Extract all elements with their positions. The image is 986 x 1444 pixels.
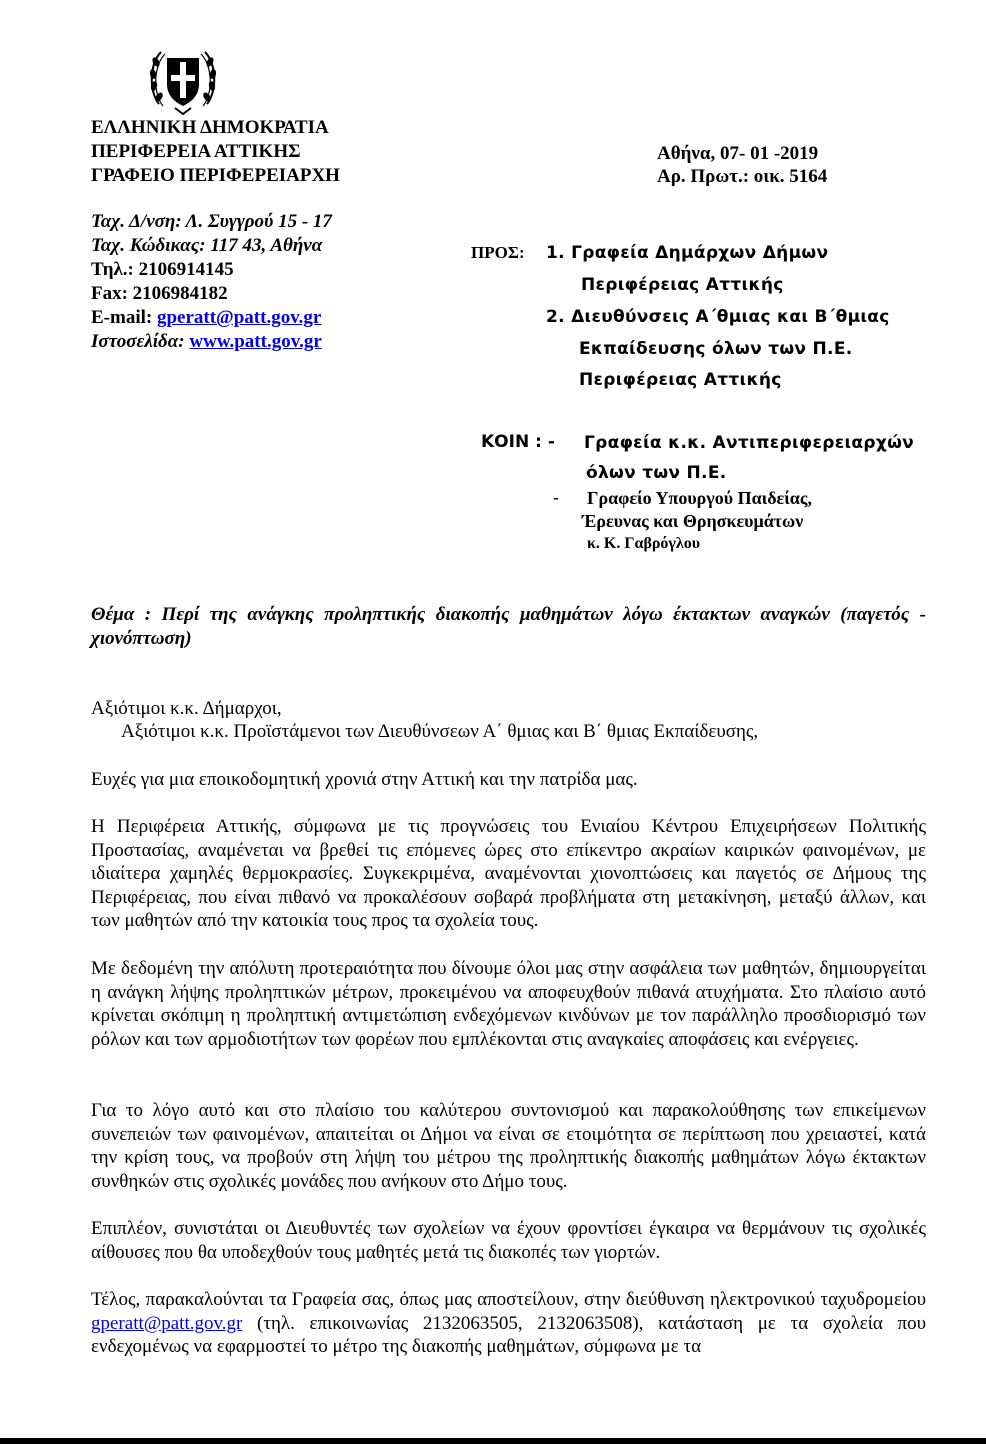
contact-website-row xyxy=(91,330,322,354)
protocol-number: Αρ. Πρωτ.: οικ. 5164 xyxy=(657,166,828,187)
greek-coat-of-arms-icon xyxy=(147,42,219,116)
to-recipient-2b: Εκπαίδευσης όλων των Π.Ε. xyxy=(579,339,853,359)
document-date: Αθήνα, 07- 01 -2019 xyxy=(657,143,819,164)
salutation-1: Αξιότιμοι κ.κ. Δήμαρχοι, xyxy=(91,698,282,719)
website-link[interactable]: www.patt.gov.gr xyxy=(189,331,322,352)
contact-email-row xyxy=(91,306,321,330)
cc-dash: - xyxy=(553,488,559,507)
paragraph-2: Η Περιφέρεια Αττικής, σύμφωνα με τις προγνώσεις του Ενιαίου Κέντρου Επιχειρήσεων Πολιτικής Προστασίας, αναμένεται να βρεθεί τις επόμενες ώρες στο επίκεντρο ακραίων καιρικών φαινομένων, με ιδιαίτερα χαμηλές θερμοκρασίες. Συγκεκριμένα, αναμένονται χιονοπτώσεις και παγετός σε Δήμους της Περιφέρειας, που είναι πιθανό να προκαλέσουν σοβαρά προβλήματα στη μετακίνηση, μεταξύ άλλων, και των μαθητών από την κατοικία τους προς τα σχολεία τους. xyxy=(91,816,926,931)
salutation-2: Αξιότιμοι κ.κ. Προϊστάμενοι των Διευθύνσεων Α΄ θμιας και Β΄ θμιας Εκπαίδευσης, xyxy=(121,721,759,742)
cc-recipient-2c: κ. Κ. Γαβρόγλου xyxy=(587,535,701,552)
org-line-3: ΓΡΑΦΕΙΟ ΠΕΡΙΦΕΡΕΙΑΡΧΗ xyxy=(91,165,340,186)
email-link[interactable]: gperatt@patt.gov.gr xyxy=(156,307,322,328)
to-recipient-2a: 2. Διευθύνσεις Α΄θμιας και Β΄θμιας xyxy=(546,307,890,327)
paragraph-6-email-link[interactable]: gperatt@patt.gov.gr xyxy=(91,1312,243,1334)
paragraph-1: Ευχές για μια εποικοδομητική χρονιά στην Αττική και την πατρίδα μας. xyxy=(91,769,638,790)
paragraph-6-end: (τηλ. επικοινωνίας 2132063505, 2132063508), κατάσταση με τα σχολεία που ενδεχομένως να εφαρμοστεί το μέτρο της διακοπής μαθημάτων, σύμφωνα με τα xyxy=(91,1312,926,1357)
email-label: E-mail: xyxy=(91,307,157,328)
cc-recipient-1a: Γραφεία κ.κ. Αντιπεριφερειαρχών xyxy=(584,433,915,453)
paragraph-3: Με δεδομένη την απόλυτη προτεραιότητα που δίνουμε όλοι μας στην ασφάλεια των μαθητών, δημιουργείται η ανάγκη λήψης προληπτικών μέτρων, προκειμένου να αποφευχθούν πιθανά ατυχήματα. Στο πλαίσιο αυτό κρίνεται σκόπιμη η προληπτική αντιμετώπιση ενδεχόμενων κινδύνων με τον παράλληλο προσδιορισμό των ρόλων και των αρμοδιοτήτων των φορέων που εμπλέκονται στις αναγκαίες αποφάσεις και ενέργειες. xyxy=(91,958,926,1050)
website-label: Ιστοσελίδα: xyxy=(91,331,190,352)
paragraph-6 xyxy=(91,1288,926,1359)
cc-recipient-2b: Έρευνας και Θρησκευμάτων xyxy=(582,511,804,531)
page-bottom-border xyxy=(0,1438,986,1444)
org-line-1: ΕΛΛΗΝΙΚΗ ΔΗΜΟΚΡΑΤΙΑ xyxy=(91,117,329,138)
to-recipient-1a: 1. Γραφεία Δημάρχων Δήμων xyxy=(546,243,829,263)
contact-fax: Fax: 2106984182 xyxy=(91,283,228,304)
cc-recipient-2a: Γραφείο Υπουργού Παιδείας, xyxy=(587,488,812,508)
paragraph-5: Επιπλέον, συνιστάται οι Διευθυντές των σχολείων να έχουν φροντίσει έγκαιρα να θερμάνουν τις σχολικές αίθουσες που θα υποδεχθούν τους μαθητές μετά τις διακοπές των γιορτών. xyxy=(91,1218,926,1263)
cc-label: ΚΟΙΝ : - xyxy=(481,432,555,452)
to-label: ΠΡΟΣ: xyxy=(471,243,525,262)
paragraph-4: Για το λόγο αυτό και στο πλαίσιο του καλύτερου συντονισμού και παρακολούθησης των επικείμενων συνεπειών των φαινομένων, απαιτείται οι Δήμοι να είναι σε ετοιμότητα σε περίπτωση που χρειαστεί, κατά την κρίση τους, να προβούν στη λήψη του μέτρου της προληπτικής διακοπής μαθημάτων λόγω έκτακτων συνθηκών στις σχολικές μονάδες που ανήκουν στο Δήμο τους. xyxy=(91,1100,926,1192)
to-recipient-2c: Περιφέρειας Αττικής xyxy=(579,370,782,390)
org-line-2: ΠΕΡΙΦΕΡΕΙΑ ΑΤΤΙΚΗΣ xyxy=(91,141,301,162)
to-recipient-1b: Περιφέρειας Αττικής xyxy=(581,275,784,295)
contact-phone: Τηλ.: 2106914145 xyxy=(91,259,234,280)
contact-postal: Ταχ. Κώδικας: 117 43, Αθήνα xyxy=(91,235,323,256)
cc-recipient-1b: όλων των Π.Ε. xyxy=(586,463,727,483)
subject: Θέμα : Περί της ανάγκης προληπτικής διακοπής μαθημάτων λόγω έκτακτων αναγκών (παγετός - χιονόπτωση) xyxy=(91,604,926,649)
contact-address: Ταχ. Δ/νση: Λ. Συγγρού 15 - 17 xyxy=(91,211,332,232)
paragraph-6-start: Τέλος, παρακαλούνται τα Γραφεία σας, όπως μας αποστείλουν, στην διεύθυνση ηλεκτρονικού ταχυδρομείου xyxy=(91,1289,926,1310)
